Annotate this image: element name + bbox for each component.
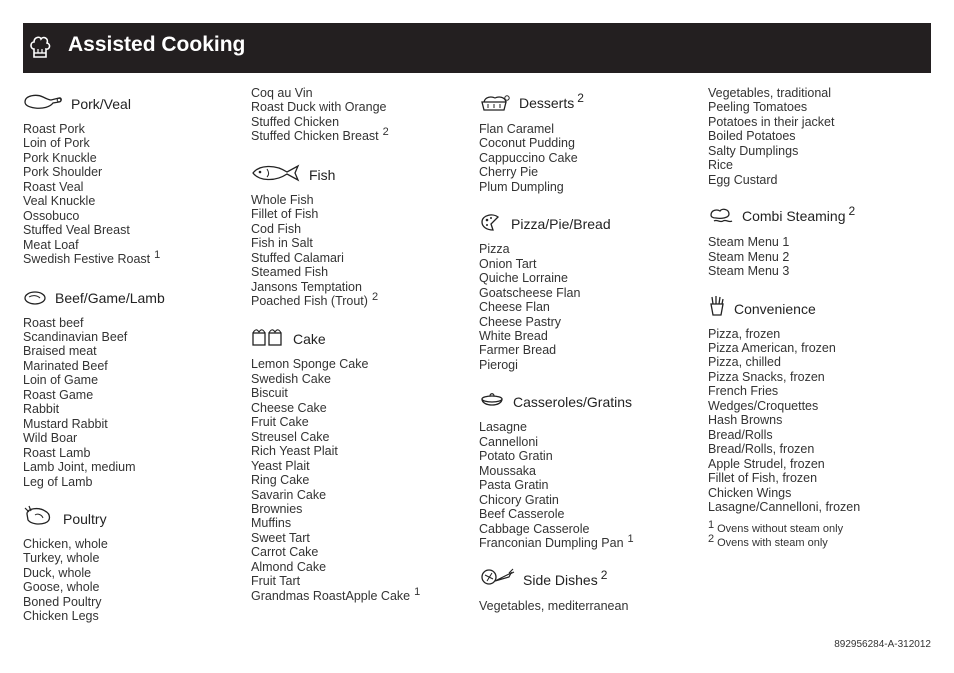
category-section: [23, 280, 238, 489]
list-item[interactable]: Boned Poultry: [23, 594, 102, 609]
category-header[interactable]: [251, 157, 466, 183]
list-item[interactable]: Coconut Pudding: [479, 136, 575, 151]
list-item[interactable]: Vegetables, mediterranean: [479, 599, 629, 614]
category-header[interactable]: [708, 199, 923, 225]
list-item[interactable]: Fillet of Fish, frozen: [708, 471, 818, 486]
list-item[interactable]: Grandmas RoastApple Cake 1: [251, 585, 421, 603]
page-header: [23, 23, 931, 73]
footnote-marker: 2: [848, 204, 856, 219]
list-item[interactable]: Flan Caramel: [479, 122, 555, 136]
list-item[interactable]: Steamed Fish: [251, 265, 329, 280]
category-header[interactable]: [479, 563, 694, 589]
list-item[interactable]: Pork Shoulder: [23, 165, 103, 180]
continued-list: [251, 86, 466, 145]
category-section: [708, 291, 923, 515]
list-item[interactable]: Cheese Flan: [479, 300, 550, 315]
cake-icon: [251, 327, 285, 347]
vegetables-icon: [479, 567, 515, 589]
list-item[interactable]: Lasagne: [479, 420, 527, 435]
list-item[interactable]: Bread/Rolls: [708, 427, 773, 442]
list-item[interactable]: Duck, whole: [23, 565, 92, 580]
list-item[interactable]: Stuffed Chicken Breast 2: [251, 126, 389, 144]
recipe-list: [479, 242, 694, 372]
list-item[interactable]: Stuffed Chicken: [251, 114, 340, 129]
category-title: Combi Steaming 2: [742, 204, 856, 225]
category-section: [479, 86, 694, 194]
list-item[interactable]: French Fries: [708, 384, 779, 399]
category-title: Pork/Veal: [71, 96, 131, 112]
category-section: [479, 563, 694, 613]
list-item[interactable]: Streusel Cake: [251, 429, 330, 444]
recipe-list: [251, 193, 466, 310]
list-item[interactable]: Pizza, frozen: [708, 326, 781, 341]
list-item[interactable]: Almond Cake: [251, 559, 327, 574]
list-item[interactable]: Leg of Lamb: [23, 474, 93, 489]
list-item[interactable]: Roast Veal: [23, 179, 84, 194]
list-item[interactable]: Pork Knuckle: [23, 150, 97, 165]
list-item[interactable]: Farmer Bread: [479, 343, 557, 358]
footnote-marker: 2: [577, 91, 584, 105]
list-item[interactable]: Chicken Wings: [708, 485, 792, 500]
list-item[interactable]: Potatoes in their jacket: [708, 114, 835, 129]
list-item[interactable]: Brownies: [251, 501, 303, 516]
list-item[interactable]: Roast Lamb: [23, 445, 91, 460]
list-item[interactable]: Chicory Gratin: [479, 492, 559, 507]
list-item[interactable]: Salty Dumplings: [708, 143, 799, 158]
list-item[interactable]: Carrot Cake: [251, 545, 319, 560]
footnote: 1 Ovens without steam only: [708, 519, 844, 536]
list-item[interactable]: Loin of Pork: [23, 136, 90, 151]
list-item[interactable]: Vegetables, traditional: [708, 86, 832, 100]
list-item[interactable]: Lamb Joint, medium: [23, 460, 136, 475]
fries-icon: [708, 295, 726, 317]
list-item[interactable]: Hash Browns: [708, 413, 783, 428]
list-item[interactable]: Pasta Gratin: [479, 478, 549, 493]
list-item[interactable]: Rich Yeast Plait: [251, 444, 338, 459]
list-item[interactable]: Fruit Cake: [251, 415, 309, 430]
list-item[interactable]: Roast beef: [23, 315, 84, 330]
list-item[interactable]: Franconian Dumpling Pan 1: [479, 532, 634, 550]
list-item[interactable]: Roast Pork: [23, 122, 85, 136]
list-item[interactable]: Egg Custard: [708, 172, 778, 187]
category-section: [251, 321, 466, 604]
list-item[interactable]: Rice: [708, 158, 734, 173]
list-item[interactable]: Peeling Tomatoes: [708, 100, 808, 115]
list-item[interactable]: Yeast Plait: [251, 458, 310, 473]
list-item[interactable]: Boiled Potatoes: [708, 129, 796, 144]
list-item[interactable]: Chicken, whole: [23, 536, 108, 551]
list-item[interactable]: Stuffed Veal Breast: [23, 223, 130, 238]
list-item[interactable]: Swedish Cake: [251, 371, 331, 386]
list-item[interactable]: Marinated Beef: [23, 358, 108, 373]
category-header[interactable]: [251, 321, 466, 347]
continued-list: [708, 86, 923, 187]
category-title: Casseroles/Gratins: [513, 394, 633, 411]
list-item[interactable]: Swedish Festive Roast 1: [23, 249, 161, 267]
list-item[interactable]: Turkey, whole: [23, 551, 100, 566]
category-section: [479, 206, 694, 372]
list-item[interactable]: Steam Menu 3: [708, 264, 790, 279]
list-item[interactable]: Roast Game: [23, 387, 94, 402]
recipe-list: [251, 86, 466, 145]
footnote-marker: 2: [382, 126, 389, 139]
footnote-marker: 2: [600, 568, 608, 583]
list-item[interactable]: Rabbit: [23, 402, 60, 417]
list-item[interactable]: Plum Dumpling: [479, 179, 564, 194]
list-item[interactable]: Fish in Salt: [251, 236, 313, 251]
list-item[interactable]: Cod Fish: [251, 221, 302, 236]
column-3: [479, 86, 694, 626]
category-title: Side Dishes 2: [523, 568, 608, 589]
list-item[interactable]: Onion Tart: [479, 256, 537, 271]
recipe-list: [23, 537, 238, 624]
recipe-list: [23, 122, 238, 268]
list-item[interactable]: Braised meat: [23, 344, 97, 359]
recipe-list: [708, 86, 923, 187]
list-item[interactable]: Whole Fish: [251, 192, 314, 207]
category-title: Desserts 2: [519, 91, 584, 111]
page-title: Assisted Cooking: [68, 33, 246, 56]
list-item[interactable]: Pierogi: [479, 357, 518, 372]
category-title: Poultry: [63, 510, 107, 527]
list-item[interactable]: Jansons Temptation: [251, 279, 362, 294]
list-item[interactable]: Scandinavian Beef: [23, 329, 128, 344]
list-item[interactable]: Savarin Cake: [251, 487, 327, 502]
list-item[interactable]: Cheese Cake: [251, 400, 327, 415]
list-item[interactable]: Cherry Pie: [479, 165, 539, 180]
list-item[interactable]: Lasagne/Cannelloni, frozen: [708, 499, 861, 514]
category-section: [23, 86, 238, 268]
category-title: Cake: [293, 331, 326, 348]
category-header[interactable]: [479, 86, 694, 112]
list-item[interactable]: Pizza, chilled: [708, 355, 781, 370]
list-item[interactable]: Potato Gratin: [479, 449, 553, 464]
footnote-marker: 2: [371, 290, 379, 303]
list-item[interactable]: Fruit Tart: [251, 574, 301, 589]
category-header[interactable]: [23, 280, 238, 306]
column-4: [708, 86, 923, 550]
list-item[interactable]: White Bread: [479, 328, 548, 343]
list-item[interactable]: Lemon Sponge Cake: [251, 357, 369, 372]
category-header[interactable]: [23, 86, 238, 112]
footnote-marker: 1: [154, 249, 161, 262]
category-title: Beef/Game/Lamb: [55, 289, 165, 306]
list-item[interactable]: Loin of Game: [23, 373, 99, 388]
list-item[interactable]: Goose, whole: [23, 580, 100, 595]
list-item[interactable]: Roast Duck with Orange: [251, 100, 387, 115]
recipe-list: [479, 599, 694, 613]
list-item[interactable]: Cabbage Casserole: [479, 521, 590, 536]
footnote: 2 Ovens with steam only: [708, 533, 828, 550]
list-item[interactable]: Ring Cake: [251, 473, 310, 488]
recipe-list: [479, 122, 694, 194]
footnote-marker: 1: [414, 585, 421, 598]
column-2: [251, 86, 466, 616]
list-item[interactable]: Steam Menu 1: [708, 235, 790, 250]
recipe-list: [23, 316, 238, 489]
category-section: [708, 199, 923, 278]
list-item[interactable]: Stuffed Calamari: [251, 250, 344, 265]
list-item[interactable]: Meat Loaf: [23, 237, 79, 252]
list-item[interactable]: Cannelloni: [479, 434, 539, 449]
list-item[interactable]: Chicken Legs: [23, 609, 99, 624]
recipe-list: [708, 235, 923, 278]
list-item[interactable]: Goatscheese Flan: [479, 285, 581, 300]
list-item[interactable]: Veal Knuckle: [23, 194, 96, 209]
pizza-icon: [479, 212, 503, 232]
chicken-icon: [23, 505, 55, 527]
list-item[interactable]: Steam Menu 2: [708, 249, 790, 264]
list-item[interactable]: Moussaka: [479, 463, 536, 478]
list-item[interactable]: Beef Casserole: [479, 507, 565, 522]
category-header[interactable]: [479, 384, 694, 410]
recipe-list: [708, 327, 923, 515]
list-item[interactable]: Fillet of Fish: [251, 207, 319, 222]
list-item[interactable]: Apple Strudel, frozen: [708, 456, 825, 471]
footnote-marker: 1: [627, 532, 634, 545]
list-item[interactable]: Cappuccino Cake: [479, 150, 578, 165]
list-item[interactable]: Coq au Vin: [251, 86, 313, 100]
list-item[interactable]: Pizza American, frozen: [708, 340, 836, 355]
list-item[interactable]: Mustard Rabbit: [23, 416, 108, 431]
list-item[interactable]: Pizza: [479, 242, 510, 257]
casserole-icon: [479, 390, 505, 410]
list-item[interactable]: Bread/Rolls, frozen: [708, 442, 815, 457]
fish-icon: [251, 163, 301, 183]
steak-icon: [23, 290, 47, 306]
category-header[interactable]: [23, 501, 238, 527]
category-section: [479, 384, 694, 551]
list-item[interactable]: Quiche Lorraine: [479, 271, 568, 286]
footnotes: [708, 519, 923, 550]
list-item[interactable]: Wild Boar: [23, 431, 78, 446]
list-item[interactable]: Muffins: [251, 516, 292, 531]
category-title: Pizza/Pie/Bread: [511, 216, 611, 233]
recipe-list: [251, 357, 466, 604]
list-item[interactable]: Pizza Snacks, frozen: [708, 369, 825, 384]
list-item[interactable]: Wedges/Croquettes: [708, 398, 819, 413]
category-header[interactable]: [479, 206, 694, 232]
category-section: [251, 157, 466, 310]
list-item[interactable]: Poached Fish (Trout) 2: [251, 290, 379, 308]
list-item[interactable]: Sweet Tart: [251, 530, 310, 545]
dessert-icon: [479, 94, 511, 112]
column-1: [23, 86, 238, 636]
list-item[interactable]: Biscuit: [251, 386, 288, 401]
recipe-list: [479, 420, 694, 551]
category-header[interactable]: [708, 291, 923, 317]
category-title: Convenience: [734, 300, 816, 317]
list-item[interactable]: Ossobuco: [23, 208, 80, 223]
document-number: 892956284-A-312012: [834, 639, 931, 650]
steam-icon: [708, 205, 734, 225]
list-item[interactable]: Cheese Pastry: [479, 314, 561, 329]
ham-icon: [23, 92, 63, 112]
chef-hat-icon: [29, 35, 51, 61]
category-title: Fish: [309, 166, 336, 183]
category-section: [23, 501, 238, 624]
